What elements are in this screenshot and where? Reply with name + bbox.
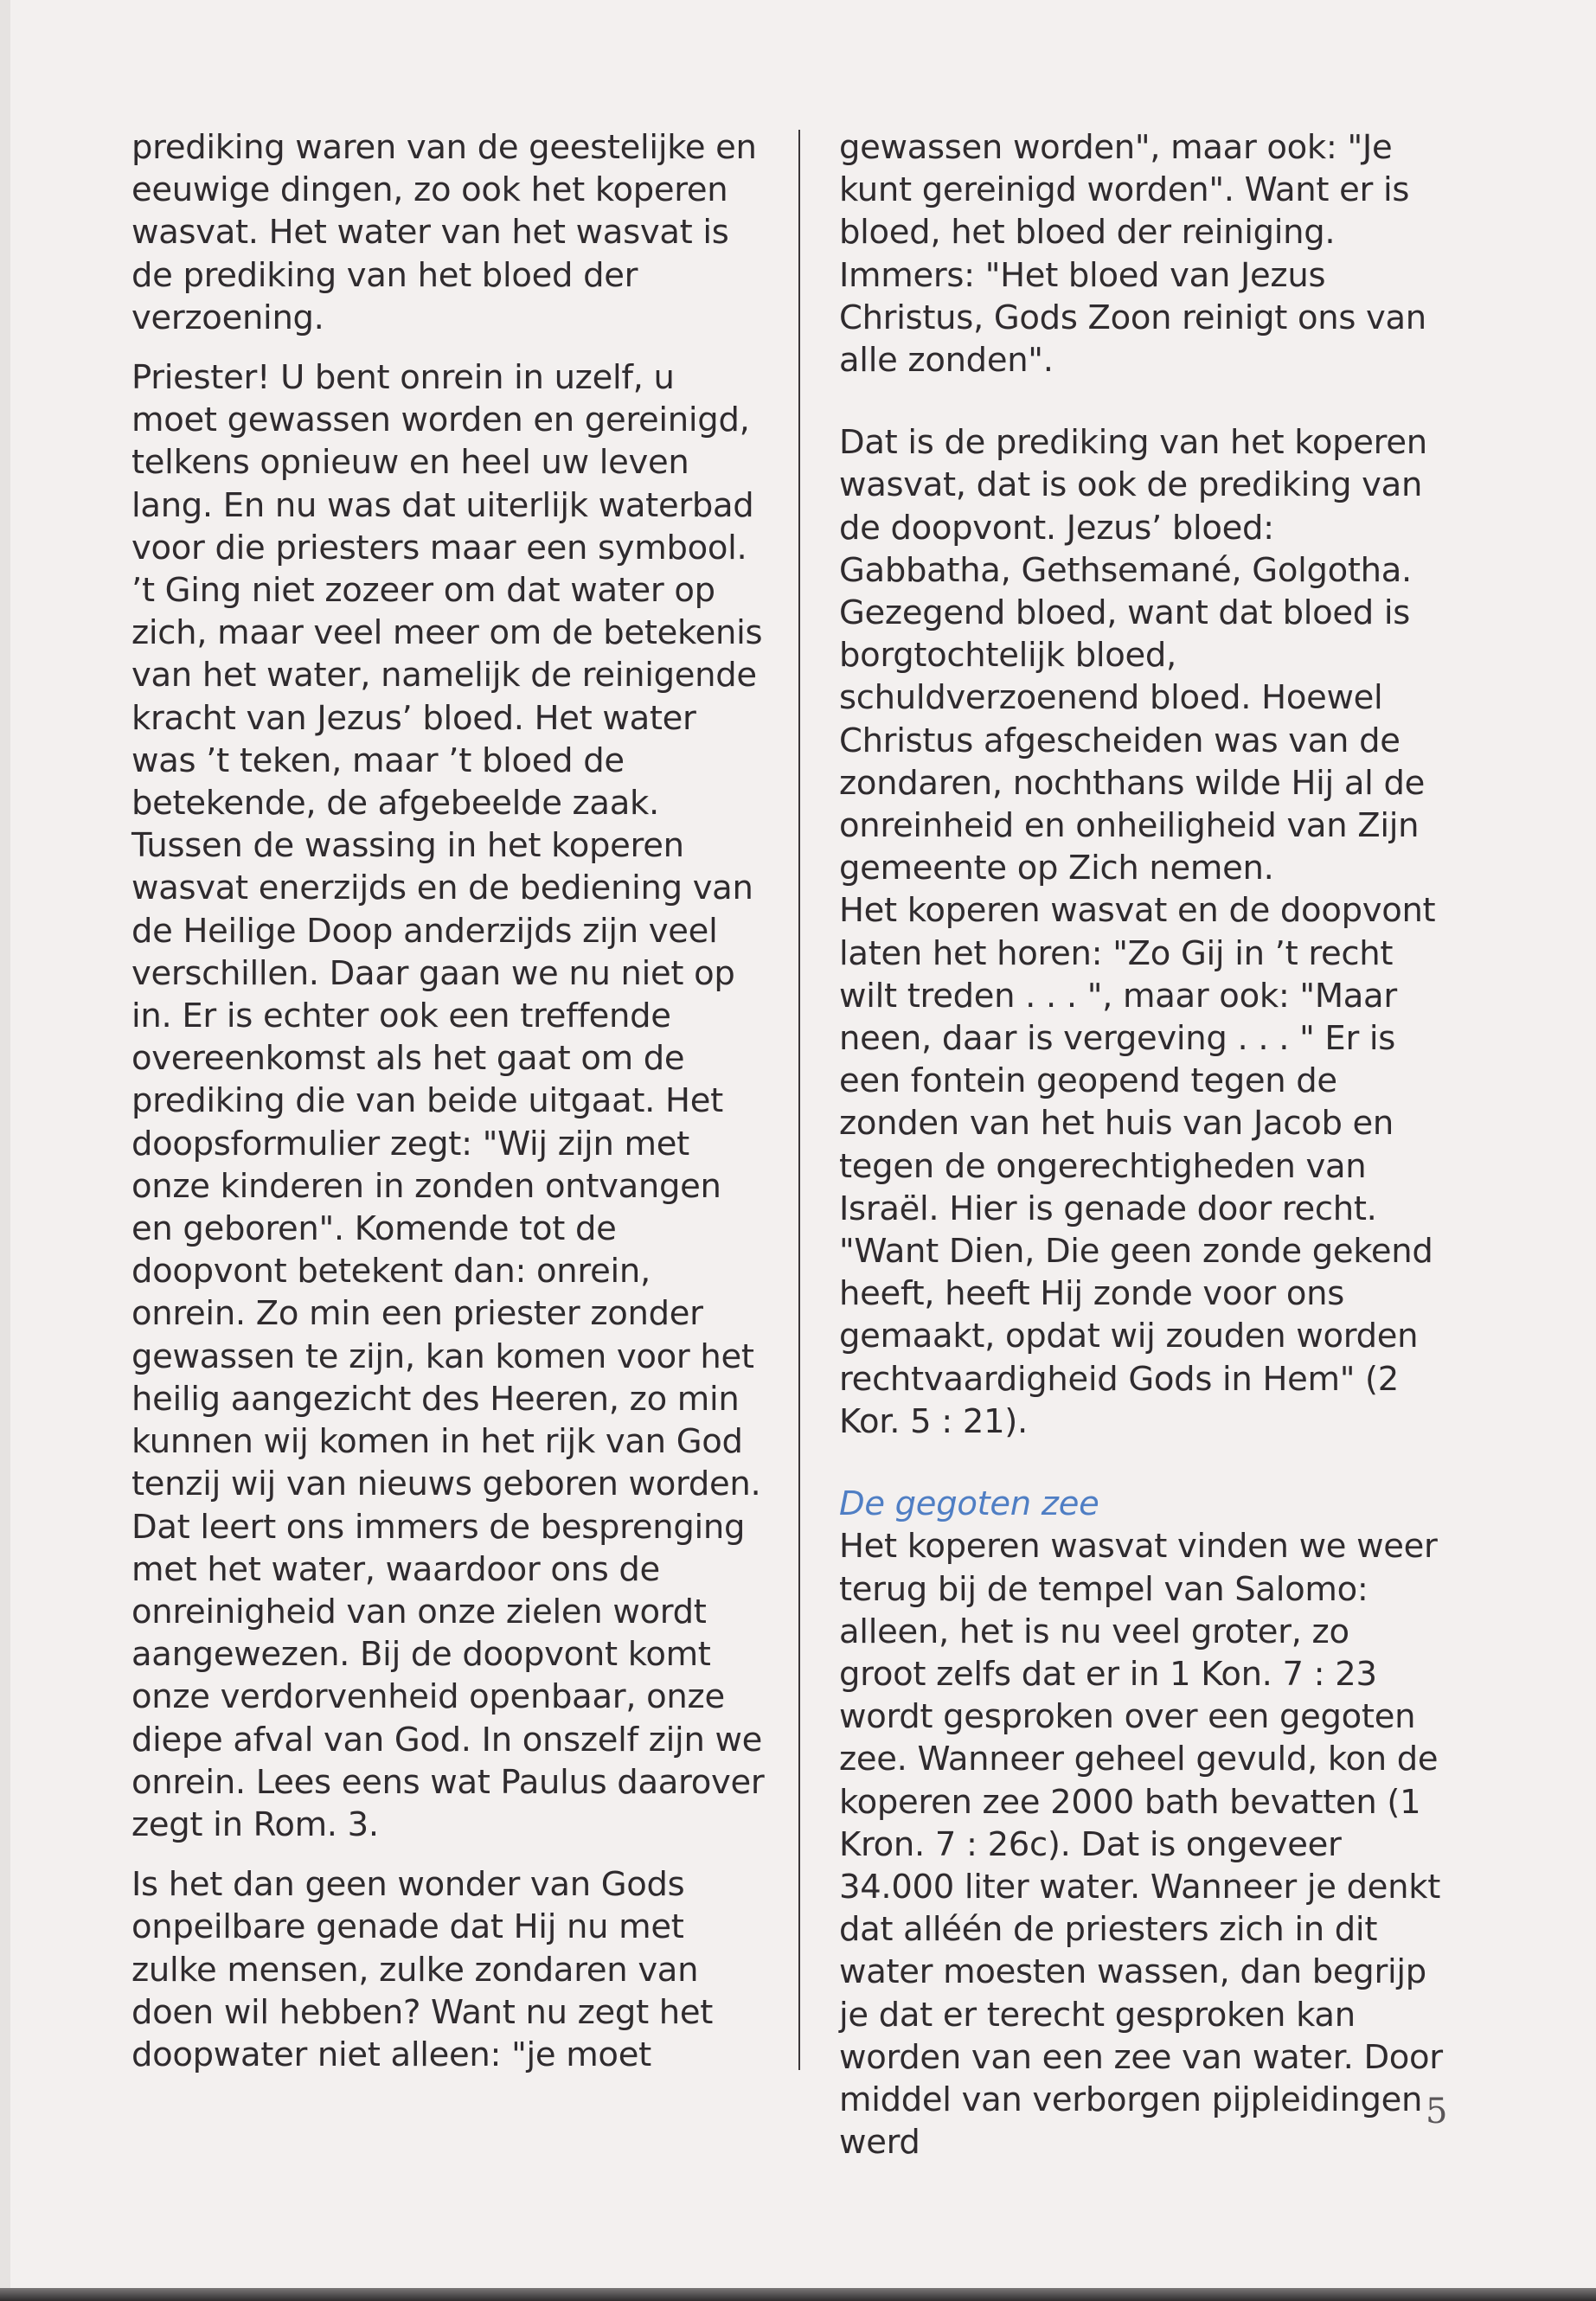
right-paragraph-1: gewassen worden", maar ook: "Je kunt gereinigd worden". Want er is bloed, het bloed der reiniging. Immers: "Het bloed van Jezus Christus, Gods Zoon reinigt ons van alle zonden".: [839, 128, 1426, 381]
page-number: 5: [1426, 2092, 1448, 2131]
left-paragraph-2: Priester! U bent onrein in uzelf, u moet gewassen worden en gereinigd, telkens opnieuw en heel uw leven lang. En nu was dat uiterlijk waterbad voor die priesters maar een symbool. ’t Ging niet zozeer om dat water op zich, maar veel meer om de betekenis van het water, namelijk de reinigende kracht van Jezus’ bloed. Het water was ’t teken, maar ’t bloed de betekende, de afgebeelde zaak. Tussen de wassing in het koperen wasvat enerzijds en de bediening van de Heilige Doop anderzijds zijn veel verschillen. Daar gaan we nu niet op in. Er is echter ook een treffende overeenkomst als het gaat om de prediking die van beide uitgaat. Het doopsformulier zegt: "Wij zijn met onze kinderen in zonden ontvangen en geboren". Komende tot de doopvont betekent dan: onrein, onrein. Zo min een priester zonder gewassen te zijn, kan komen voor het heilig aangezicht des Heeren, zo min kunnen wij komen in het rijk van God tenzij wij van nieuws geboren worden. Dat leert ons immers de besprenging met het water, waardoor ons de onreinigheid van onze zielen wordt aangewezen. Bij de doopvont komt onze verdorvenheid openbaar, onze diepe afval van God. In onszelf zijn we onrein. Lees eens wat Paulus daarover zegt in Rom. 3.: [131, 358, 765, 1844]
bottom-shadow-strip: [0, 2288, 1596, 2301]
right-paragraph-2: Dat is de prediking van het koperen wasvat, dat is ook de prediking van de doopvont. Jezus’ bloed: Gabbatha, Gethsemané, Golgotha. Gezegend bloed, want dat bloed is borgtochtelijk bloed, schuldverzoenend bloed. Hoewel Christus afgescheiden was van de zondaren, nochthans wilde Hij al de onreinheid en onheiligheid van Zijn gemeente op Zich nemen.: [839, 423, 1427, 888]
left-paragraph-3: Is het dan geen wonder van Gods onpeilbare genade dat Hij nu met zulke mensen, zulke zondaren van doen wil hebben? Want nu zegt het doopwater niet alleen: "je moet: [131, 1865, 714, 2074]
right-paragraph-4: Het koperen wasvat vinden we weer terug bij de tempel van Salomo: alleen, het is nu veel groter, zo groot zelfs dat er in 1 Kon. 7 : 23 wordt gesproken over een gegoten zee. Wanneer geheel gevuld, kon de koperen zee 2000 bath bevatten (1 Kron. 7 : 26c). Dat is ongeveer 34.000 liter water. Wanneer je denkt dat alléén de priesters zich in dit water moesten wassen, dan begrijp je dat er terecht gesproken kan worden van een zee van water. Door middel van verborgen pijpleidingen werd: [839, 1527, 1443, 2163]
column-divider: [798, 130, 800, 2070]
section-heading: De gegoten zee: [839, 1484, 1099, 1524]
page-left-edge: [0, 0, 10, 2301]
left-text-column: [131, 126, 767, 2076]
right-paragraph-3: Het koperen wasvat en de doopvont laten het horen: "Zo Gij in ’t recht wilt treden . . . ", maar ook: "Maar neen, daar is vergeving . . . " Er is een fontein geopend tegen de zonden van het huis van Jacob en tegen de ongerechtigheden van Israël. Hier is genade door recht. "Want Dien, Die geen zonde gekend heeft, heeft Hij zonde voor ons gemaakt, opdat wij zouden worden rechtvaardigheid Gods in Hem" (2 Kor. 5 : 21).: [839, 891, 1436, 1441]
right-text-column: [839, 126, 1448, 2163]
left-paragraph-1: prediking waren van de geestelijke en eeuwige dingen, zo ook het koperen wasvat. Het water van het wasvat is de prediking van het bloed der verzoening.: [131, 128, 757, 337]
